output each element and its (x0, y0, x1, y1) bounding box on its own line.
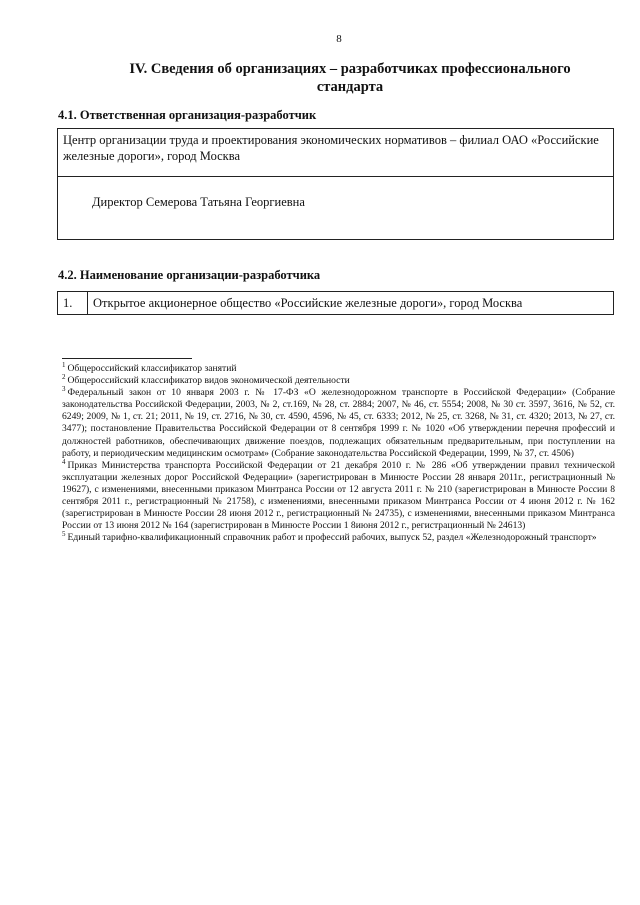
footnote-mark: 4 (62, 457, 66, 466)
footnote-2 (62, 372, 615, 387)
page-number: 8 (336, 33, 342, 45)
footnote-mark: 2 (62, 372, 66, 381)
developer-row-number: 1. (58, 292, 88, 314)
footnote-3 (62, 387, 615, 460)
section-title: IV. Сведения об организациях – разработчиках профессионального стандарта (129, 61, 571, 95)
footnote-mark: 3 (62, 385, 66, 393)
subsection-heading-4-2: 4.2. Наименование организации-разработчика (58, 268, 321, 282)
footnote-text: Единый тарифно-квалификационный справочник работ и профессий рабочих, выпуск 52, раздел «Железнодорожный транспорт» (67, 532, 597, 544)
developer-organizations-table (57, 291, 614, 315)
footnote-text: Общероссийский классификатор видов экономической деятельности (67, 375, 350, 387)
footnote-1 (62, 360, 615, 375)
footnote-text: Приказ Министерства транспорта Российской Федерации от 21 декабря 2010 г. № 286 «Об утверждении правил технической эксплуатации железных дорог Российской Федерации» (зарегистрирован в Минюсте России 28 января 2011г., регистрационный № 19627), с изменениями, внесенными приказом Минтранса России от 12 августа 2011 г. № 210 (зарегистрирован в Минюсте России 8 сентября 2011 г., регистрационный № 21758), с изменениями, внесенными приказом Минтранса России от 4 июня 2012 г. № 162 (зарегистрирован в Минюсте России 28 июня 2012 г., регистрационный № 24735), с изменениями, внесенными приказом Минтранса России от 13 июня 2012 № 164 (зарегистрирован в Минюсте России 1 8июня 2012 г., регистрационный № 24613) (62, 459, 615, 532)
footnotes (62, 360, 615, 544)
footnote-4 (62, 457, 615, 533)
footnote-divider (62, 358, 192, 359)
responsible-organization-table (57, 128, 614, 240)
subsection-heading-4-1: 4.1. Ответственная организация-разработчик (58, 108, 317, 122)
footnote-text: Федеральный закон от 10 января 2003 г. № 17-ФЗ «О железнодорожном транспорте в Российской Федерации» (Собрание законодательства Российской Федерации, 2003, № 2, ст.169, № 28, ст. 2884; 2007, № 46, ст. 5554; 2008, № 30 ст. 3597, 3616, № 52, ст. 6249; 2009, № 1, ст. 21; 2011, № 19, ст. 2716, № 30, ст. 4590, 4596, № 45, ст. 6333; 2012, № 25, ст. 3268, № 31, ст. 4320; 2013, № 27, ст. 3477); постановление Правительства Российской Федерации от 8 сентября 1999 г. № 1020 «Об утверждении перечня профессий и должностей работников, обеспечивающих движение поездов, подлежащих обязательным предварительным, при поступлении на работу, и периодическим медицинским осмотрам» (Собрание законодательства Российской Федерации, 1999, № 37, ст. 4506) (62, 387, 615, 459)
responsible-organization-name: Центр организации труда и проектирования экономических нормативов – филиал ОАО «Российские железные дороги», город Москва (58, 129, 613, 177)
footnote-text: Общероссийский классификатор занятий (67, 363, 237, 374)
developer-row-name: Открытое акционерное общество «Российские железные дороги», город Москва (93, 296, 523, 310)
footnote-mark: 5 (62, 530, 66, 539)
footnote-mark: 1 (62, 360, 66, 369)
responsible-organization-director: Директор Семерова Татьяна Георгиевна (92, 195, 305, 209)
footnote-5 (62, 532, 615, 544)
